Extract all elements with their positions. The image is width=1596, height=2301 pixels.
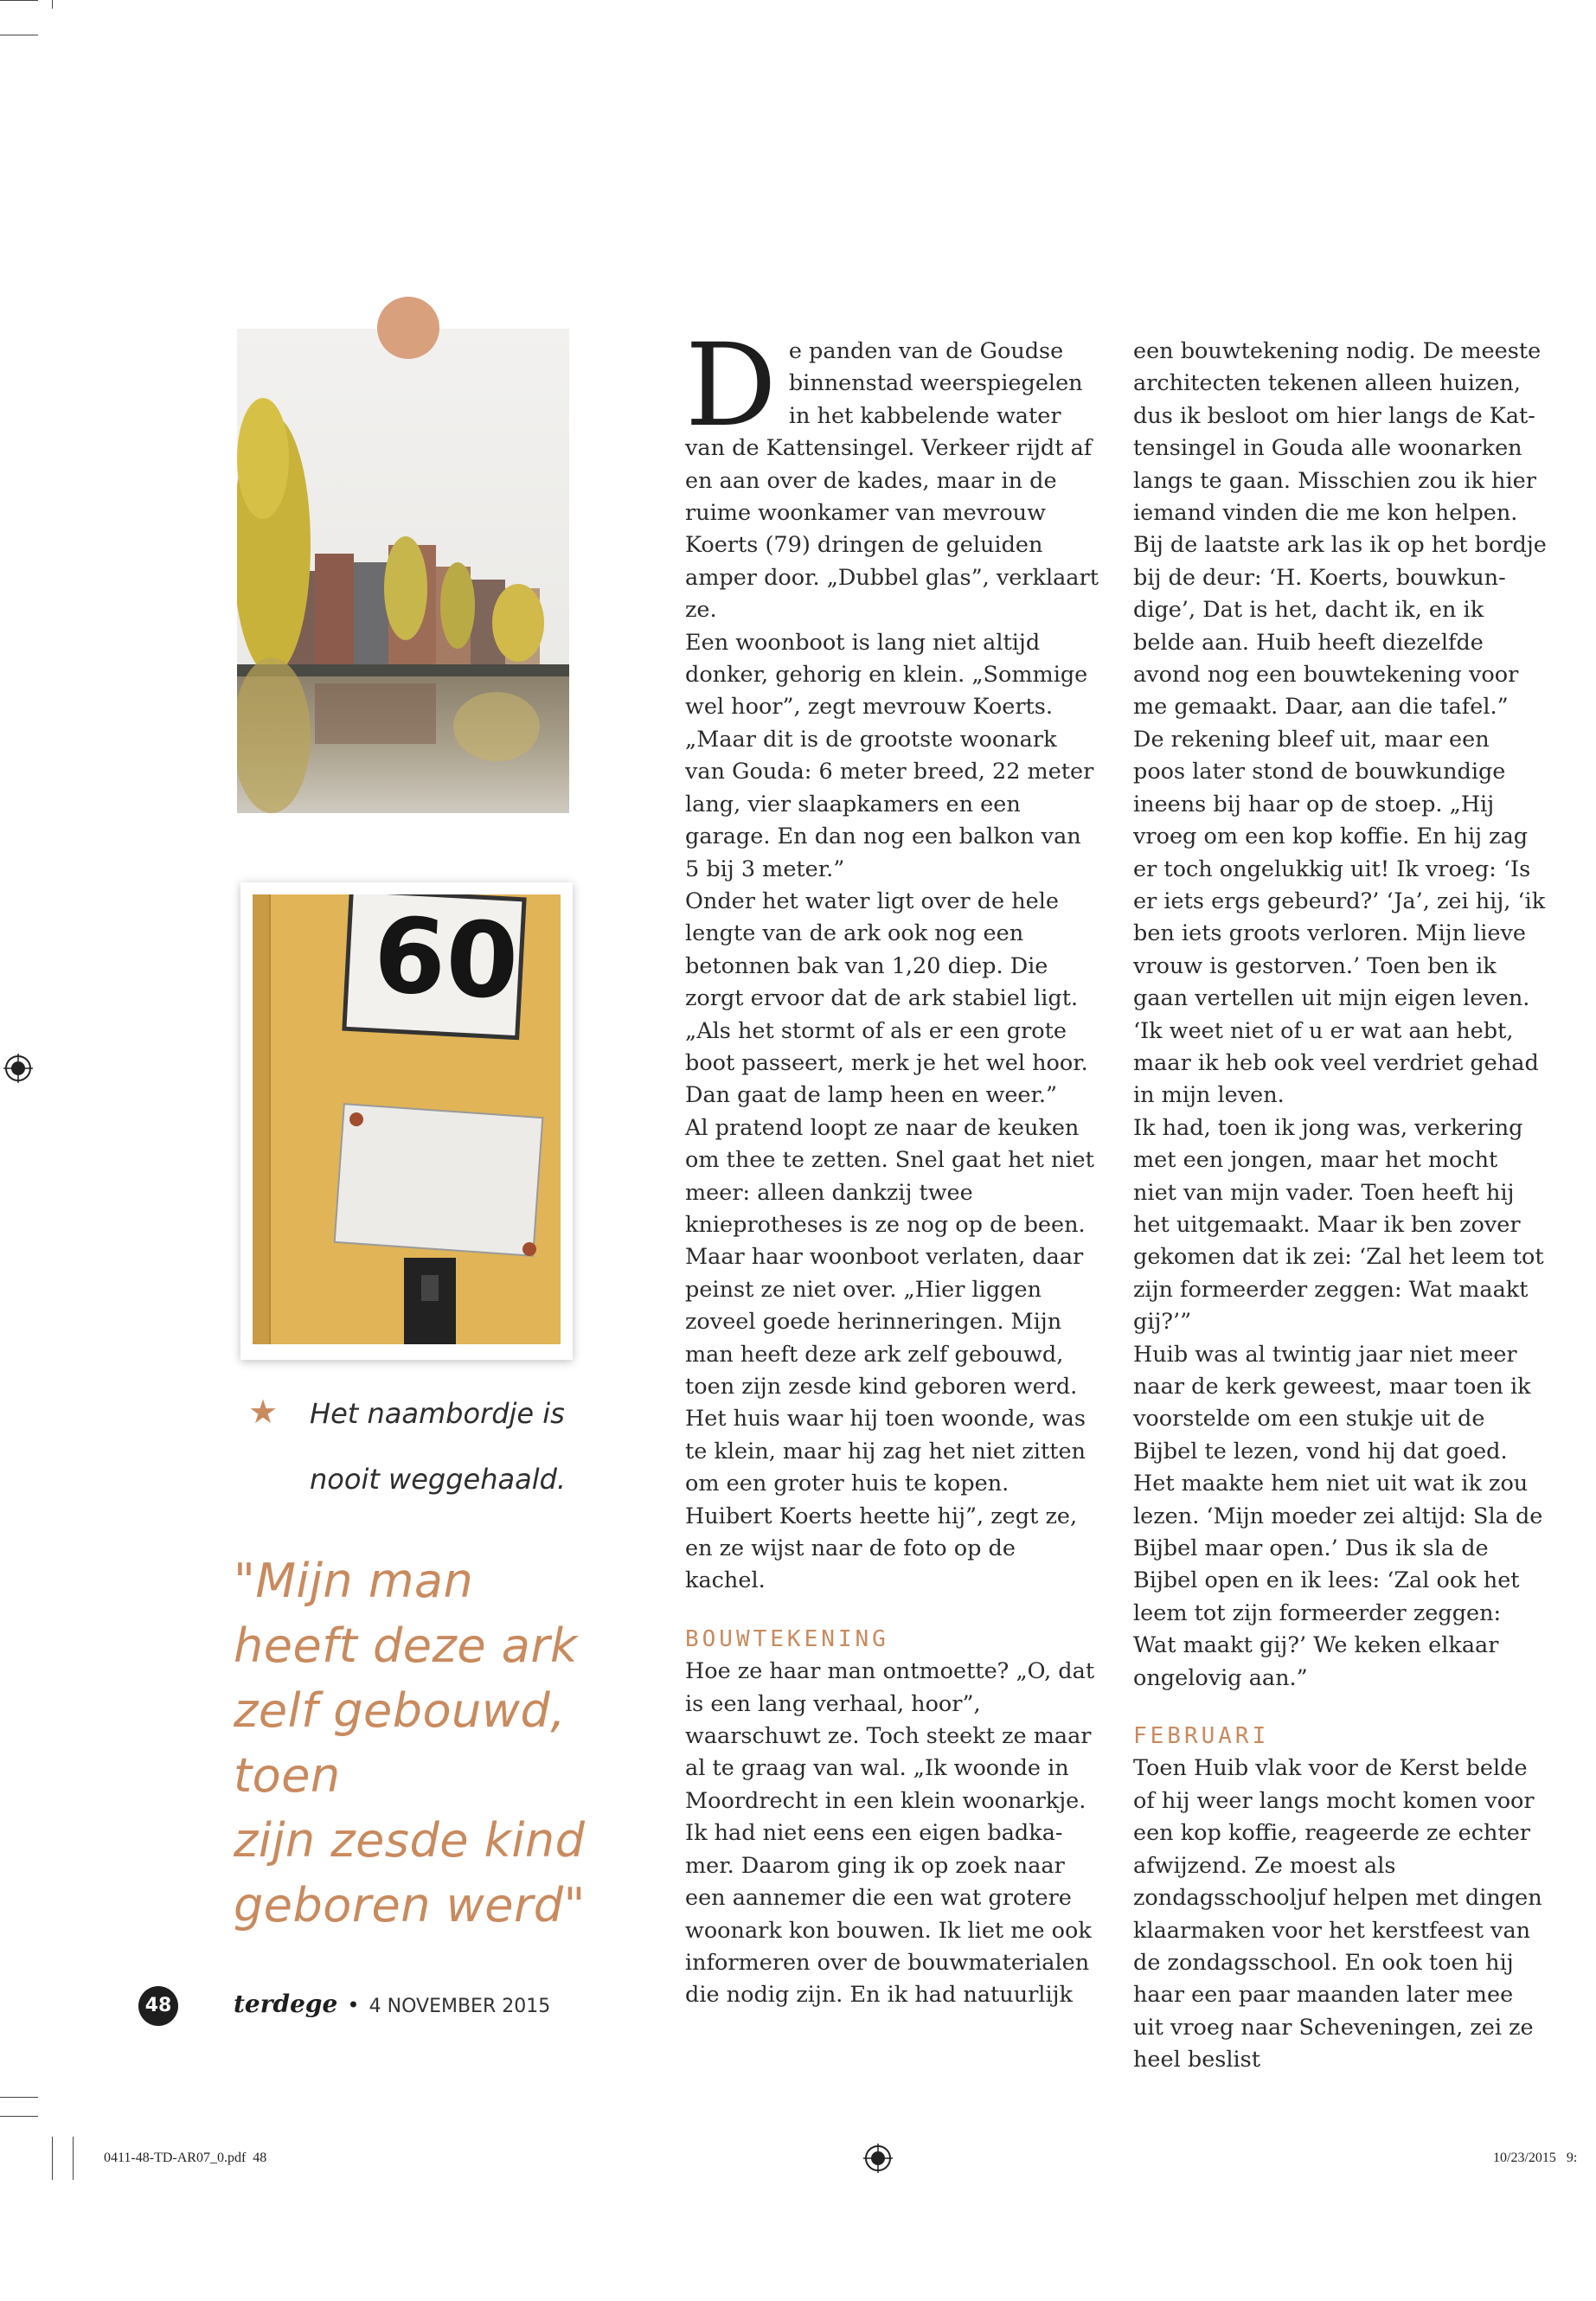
- magazine-footer: [234, 1990, 550, 2018]
- paragraph: een bouwtekening nodig. De meeste architecten tekenen alleen huizen, dus ik besloot om hier langs de Kattensingel in Gouda alle woonarken langs te gaan. Misschien zou ik hier iemand vinden die me kon helpen. Bij de laatste ark las ik op het bordje bij de deur: ‘H. Koerts, bouwkundige’, Dat is het, dacht ik, en ik belde aan. Huib heeft diezelfde avond nog een bouwtekening voor me gemaakt. Daar, aan die tafel.”: [1133, 338, 1547, 721]
- paragraph: e panden van de Goudse binnenstad weerspiegelen in het kabbelende water van de Kattensingel. Verkeer rijdt af en aan over de kades, maar in de ruime woonkamer van mevrouw Koerts (79) dringen de geluiden amper door. „Dubbel glas”, verklaart ze.: [685, 338, 1099, 624]
- page-number: 48: [144, 1995, 172, 2016]
- pull-quote-line: "Mijn man: [234, 1554, 474, 1608]
- pull-quote-line: geboren werd": [234, 1878, 586, 1932]
- house-number-photo: [253, 894, 561, 1344]
- paragraph: Een woonboot is lang niet altijd donker, gehorig en klein. „Sommige wel hoor”, zegt mevrouw Koerts. „Maar dit is de grootste woonark van Gouda: 6 meter breed, 22 meter lang, vier slaapkamers en een garage. En dan nog een balkon van 5 bij 3 meter.”: [685, 629, 1094, 882]
- crop-mark: [52, 0, 53, 9]
- paragraph: Al pratend loopt ze naar de keuken om thee te zetten. Snel gaat het niet meer: alleen dankzij twee knieprotheses is ze nog op de been. Maar haar woonboot verlaten, daar peinst ze niet over. „Hier liggen zoveel goede herinneringen. Mijn man heeft deze ark zelf gebouwd, toen zijn zesde kind geboren werd. Het huis waar hij toen woonde, was te klein, maar hij zag het niet zitten om een groter huis te kopen. Huibert Koerts heette hij”, zegt ze, en ze wijst naar de foto op de kachel.: [685, 1114, 1094, 1594]
- crop-mark: [52, 2137, 53, 2180]
- paragraph: Toen Huib vlak voor de Kerst belde of hij weer langs mocht komen voor een kop koffie, reageerde ze echter afwijzend. Ze moest als zondagsschooljuf helpen met dingen klaarmaken voor het kerstfeest van de zondagsschool. En ook toen hij haar een paar maanden later mee uit vroeg naar Scheveningen, zei ze heel beslist: [1133, 1755, 1542, 2073]
- canal-photo: [237, 329, 569, 813]
- house-number: 60: [370, 895, 522, 1023]
- pin-dot: [377, 297, 439, 359]
- paragraph: Huib was al twintig jaar niet meer naar de kerk geweest, maar toen ik voorstelde om een stukje uit de Bijbel te lezen, vond hij dat goed. Het maakte hem niet uit wat ik zou lezen. ‘Mijn moeder zei altijd: Sla de Bijbel maar open.’ Dus ik sla de Bijbel open en ik lees: ‘Zal ook het leem tot zijn formeerder zeggen: Wat maakt gij?’ We keken elkaar ongelovig aan.”: [1133, 1341, 1543, 1691]
- pull-quote-line: zelf gebouwd, toen: [234, 1683, 566, 1803]
- slug-timestamp: 10/23/2015 9:: [1493, 2150, 1578, 2165]
- subheading-bouwtekening: BOUWTEKENING: [685, 1625, 889, 1652]
- caption-line-1: Het naambordje is: [310, 1397, 565, 1430]
- brand-logo: terdege: [234, 1990, 338, 2018]
- caption-line-2: nooit weggehaald.: [310, 1463, 567, 1496]
- drop-cap: D: [685, 319, 777, 452]
- pull-quote-line: zijn zesde kind: [234, 1813, 586, 1868]
- crop-mark: [0, 0, 38, 1]
- paragraph: Hoe ze haar man ontmoette? „O, dat is een lang verhaal, hoor”, waarschuwt ze. Toch steekt ze maar al te graag van wal. „Ik woonde in Moordrecht in een klein woonarkje. Ik had niet eens een eigen badkamer. Daarom ging ik op zoek naar een aannemer die een wat grotere woonark kon bouwen. Ik liet me ook informeren over de bouwmaterialen die nodig zijn. En ik had natuurlijk: [685, 1658, 1095, 2009]
- issue-date: 4 NOVEMBER 2015: [369, 1996, 551, 2017]
- slug-filename: 0411-48-TD-AR07_0.pdf 48: [104, 2150, 267, 2165]
- registration-mark-icon: [863, 2144, 893, 2173]
- article-column-2: [1133, 336, 1547, 2077]
- canal-photo-illustration: [237, 329, 569, 813]
- pull-quote-line: heeft deze ark: [234, 1618, 578, 1673]
- subheading-februari: FEBRUARI: [1133, 1723, 1270, 1750]
- page-number-badge: [138, 1986, 178, 2026]
- footer-dot: •: [347, 1993, 360, 2017]
- caption-star-icon: ★: [248, 1393, 279, 1431]
- house-number-photo-frame: [240, 882, 573, 1360]
- paragraph: Onder het water ligt over de hele lengte van de ark ook nog een betonnen bak van 1,20 diep. Die zorgt ervoor dat de ark stabiel ligt. „Als het stormt of als er een grote boot passeert, merk je het wel hoor. Dan gaat de lamp heen en weer.”: [685, 888, 1088, 1109]
- pull-quote: [234, 1548, 640, 1938]
- crop-mark: [0, 2097, 38, 2098]
- paragraph: De rekening bleef uit, maar een poos later stond de bouwkundige ineens bij haar op de stoep. „Hij vroeg om een kop koffie. En hij zag er toch ongelukkig uit! Ik vroeg: ‘Is er iets ergs gebeurd?’ ‘Ja’, zei hij, ‘ik ben iets groots verloren. Mijn lieve vrouw is gestorven.’ Toen ben ik gaan vertellen uit mijn eigen leven. ‘Ik weet niet of u er wat aan hebt, maar ik heb ook veel verdriet gehad in mijn leven.: [1133, 726, 1546, 1109]
- registration-mark-icon: [3, 1054, 33, 1083]
- crop-mark: [73, 2137, 74, 2180]
- paragraph: Ik had, toen ik jong was, verkering met een jongen, maar het mocht niet van mijn vader. Toen heeft hij het uitgemaakt. Maar ik ben zover gekomen dat ik zei: ‘Zal het leem tot zijn formeerder zeggen: Wat maakt gij?’”: [1133, 1114, 1544, 1336]
- crop-mark: [0, 2116, 38, 2117]
- article-column-1: [685, 319, 1099, 2012]
